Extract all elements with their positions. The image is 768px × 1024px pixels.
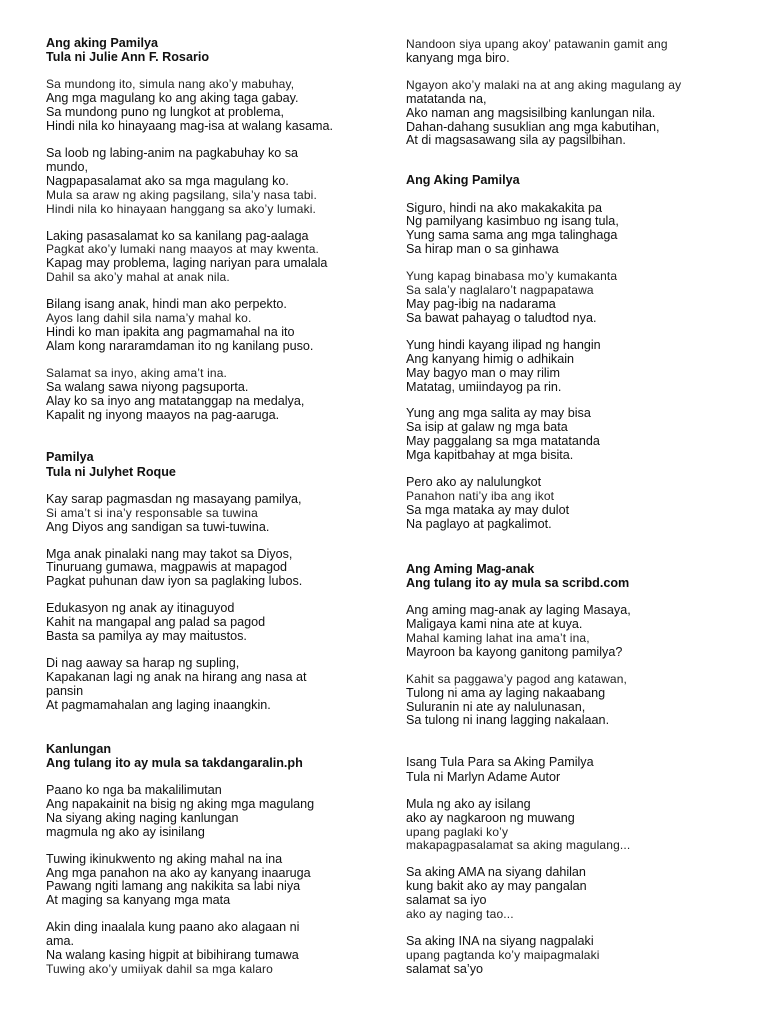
- poem-line: upang pagtanda ko’y maipagmalaki: [406, 947, 600, 962]
- stanza: [46, 784, 372, 840]
- poem-line: Ako naman ang magsisilbing kanlungan nila.: [406, 105, 656, 120]
- poem-line: Paano ko nga ba makalilimutan: [46, 783, 222, 798]
- poem-line: salamat sa’yo: [406, 961, 483, 976]
- poem-line: Mula sa araw ng aking pagsilang, sila’y nasa tabi.: [46, 187, 317, 202]
- poem-line: Dahan-dahang susuklian ang mga kabutihan,: [406, 119, 660, 134]
- poem-line: Kapalit ng inyong maayos na pag-aaruga.: [46, 407, 280, 422]
- poem-2: [406, 173, 742, 531]
- poem-line: upang paglaki ko’y: [406, 824, 509, 839]
- poem-line: Ang mga magulang ko ang aking taga gabay.: [46, 91, 299, 106]
- poem-line: Tinuruang gumawa, magpawis at mapagod: [46, 560, 288, 575]
- stanza: [46, 548, 372, 590]
- poem-line: Mula ng ako ay isilang: [406, 796, 531, 811]
- poem-line: Mga kapitbahay at mga bisita.: [406, 448, 574, 463]
- poem-line: Alam kong nararamdaman ito ng kanilang puso.: [46, 338, 314, 353]
- poem-line: Alay ko sa inyo ang matatanggap na medalya,: [46, 393, 305, 408]
- poem-line: ama.: [46, 934, 74, 949]
- stanza: [46, 147, 372, 217]
- stanza: [406, 79, 742, 149]
- poem-line: Pawang ngiti lamang ang nakikita sa labi niya: [46, 879, 301, 894]
- poem-line: Mahal kaming lahat ina ama’t ina,: [406, 630, 590, 645]
- poem-line: kanyang mga biro.: [406, 50, 510, 65]
- poem-author: Ang tulang ito ay mula sa scribd.com: [406, 575, 630, 590]
- poem-line: ako ay naging tao...: [406, 907, 514, 922]
- poem-2: [46, 450, 372, 712]
- poem-author: Ang tulang ito ay mula sa takdangaralin.ph: [46, 755, 303, 770]
- poem-title: Ang aking Pamilya: [46, 36, 158, 50]
- stanza: [406, 866, 742, 922]
- poem-line: Ang aming mag-anak ay laging Masaya,: [406, 603, 631, 618]
- poem-line: Panahon nati’y iba ang ikot: [406, 488, 555, 503]
- poem-line: Maligaya kami nina ate at kuya.: [406, 616, 583, 631]
- poem-line: At di magsasawang sila ay pagsilbihan.: [406, 133, 626, 148]
- stanza: [46, 367, 372, 423]
- poem-line: Ang mga panahon na ako ay kanyang inaaruga: [46, 865, 311, 880]
- poem-line: At maging sa kanyang mga mata: [46, 893, 231, 908]
- stanza: [406, 270, 742, 326]
- poem-line: Kapag may problema, laging nariyan para umalala: [46, 256, 328, 271]
- poem-line: Dahil sa ako’y mahal at anak nila.: [46, 270, 230, 285]
- poem-line: Sa hirap man o sa ginhawa: [406, 242, 559, 257]
- stanza: [406, 604, 742, 660]
- poem-1: [46, 36, 372, 422]
- stanza: [406, 798, 742, 854]
- poem-author: Tula ni Marlyn Adame Autor: [406, 769, 561, 784]
- poem-line: matatanda na,: [406, 91, 487, 106]
- poem-line: Sa tulong ni inang lagging nakalaan.: [406, 713, 610, 728]
- left-column: [46, 36, 372, 977]
- stanza: [46, 853, 372, 909]
- right-column: [406, 38, 742, 977]
- poem-line: Kahit sa paggawa’y pagod ang katawan,: [406, 671, 628, 686]
- poem-line: Sa walang sawa niyong pagsuporta.: [46, 379, 249, 394]
- poem-line: Sa aking AMA na siyang dahilan: [406, 865, 586, 880]
- poem-line: Yung ang mga salita ay may bisa: [406, 406, 591, 421]
- poem-line: Hindi ko man ipakita ang pagmamahal na ito: [46, 325, 295, 339]
- poem-line: Tulong ni ama ay laging nakaabang: [406, 685, 606, 700]
- poem-line: salamat sa iyo: [406, 893, 487, 908]
- poem-line: May paggalang sa mga matatanda: [406, 434, 600, 449]
- stanza: [46, 78, 372, 134]
- poem-3: [406, 562, 742, 729]
- poem-line: Siguro, hindi na ako makakakita pa: [406, 200, 603, 215]
- poem-line: Sa bawat pahayag o taludtod nya.: [406, 310, 597, 325]
- poem-line: Kahit na mangapal ang palad sa pagod: [46, 615, 266, 630]
- poem-line: Sa loob ng labing-anim na pagkabuhay ko sa: [46, 146, 299, 161]
- stanza: [406, 476, 742, 532]
- stanza: [406, 935, 742, 977]
- poem-line: makapagpasalamat sa aking magulang...: [406, 838, 631, 853]
- poem-author: Tula ni Julyhet Roque: [46, 464, 176, 479]
- poem-line: At pagmamahalan ang laging inaangkin.: [46, 697, 271, 712]
- poem-line: Mga anak pinalaki nang may takot sa Diyos,: [46, 546, 293, 561]
- poem-line: Yung kapag binabasa mo’y kumakanta: [406, 269, 618, 284]
- poem-line: Ang Diyos ang sandigan sa tuwi-tuwina.: [46, 519, 270, 534]
- stanza: [406, 339, 742, 395]
- stanza: [46, 657, 372, 713]
- poem-line: Sa mundong ito, simula nang ako’y mabuhay,: [46, 77, 295, 92]
- poem-line: Ngayon ako’y malaki na at ang aking magulang ay: [406, 77, 682, 92]
- stanza: [46, 602, 372, 644]
- stanza: [406, 38, 742, 66]
- poem-line: Nagpapasalamat ako sa mga magulang ko.: [46, 173, 289, 188]
- poem-line: Bilang isang anak, hindi man ako perpekto.: [46, 297, 287, 312]
- poem-title: Ang Aming Mag-anak: [406, 561, 535, 576]
- poem-line: ako ay nagkaroon ng muwang: [406, 810, 575, 825]
- poem-line: Hindi nila ko hinayaan hanggang sa ako’y lumaki.: [46, 201, 317, 216]
- poem-line: Basta sa pamilya ay may maitustos.: [46, 629, 247, 644]
- poem-title: Isang Tula Para sa Aking Pamilya: [406, 755, 594, 770]
- poem-line: Na siyang aking naging kanlungan: [46, 810, 239, 825]
- poem-line: kung bakit ako ay may pangalan: [406, 879, 587, 894]
- poem-title: Ang Aking Pamilya: [406, 173, 520, 188]
- poem-line: Kay sarap pagmasdan ng masayang pamilya,: [46, 491, 302, 506]
- stanza: [46, 493, 372, 535]
- poem-line: Pagkat ako’y lumaki nang maayos at may kwenta.: [46, 242, 320, 257]
- poem-line: Ang kanyang himig o adhikain: [406, 351, 575, 366]
- poem-line: Laking pasasalamat ko sa kanilang pag-aalaga: [46, 228, 309, 243]
- stanza: [406, 202, 742, 258]
- poem-line: Yung sama sama ang mga talinghaga: [406, 228, 618, 243]
- poem-line: Yung hindi kayang ilipad ng hangin: [406, 337, 601, 352]
- poem-author: Tula ni Julie Ann F. Rosario: [46, 50, 210, 65]
- poem-line: Di nag aaway sa harap ng supling,: [46, 656, 240, 670]
- poem-line: Akin ding inaalala kung paano ako alagaan ni: [46, 920, 300, 935]
- poem-line: Kapakanan lagi ng anak na hirang ang nasa at: [46, 669, 307, 684]
- poem-line: Pero ako ay nalulungkot: [406, 475, 542, 490]
- poem-line: Nandoon siya upang akoy’ patawanin gamit ang: [406, 37, 668, 51]
- poem-line: Pagkat puhunan daw iyon sa paglaking lubos.: [46, 574, 303, 589]
- poem-line: Salamat sa inyo, aking ama’t ina.: [46, 365, 228, 380]
- poem-1: [406, 38, 742, 148]
- poem-title: Pamilya: [46, 450, 94, 465]
- poem-line: Edukasyon ng anak ay itinaguyod: [46, 601, 235, 616]
- poem-line: Suluranin ni ate ay nalulunasan,: [406, 699, 586, 714]
- poem-line: Ayos lang dahil sila nama’y mahal ko.: [46, 311, 252, 326]
- stanza: [46, 921, 372, 977]
- poem-line: Tuwing ikinukwento ng aking mahal na ina: [46, 851, 283, 866]
- poem-line: Mayroon ba kayong ganitong pamilya?: [406, 644, 623, 659]
- poem-line: Na walang kasing higpit at bibihirang tumawa: [46, 948, 299, 963]
- poem-line: pansin: [46, 683, 84, 698]
- poem-line: May pag-ibig na nadarama: [406, 296, 556, 311]
- poem-3: [46, 742, 372, 977]
- stanza: [46, 298, 372, 354]
- poem-line: mundo,: [46, 159, 89, 174]
- stanza: [46, 230, 372, 286]
- poem-4: [406, 755, 742, 976]
- poem-line: Sa mundong puno ng lungkot at problema,: [46, 105, 285, 120]
- poem-line: May bagyo man o may rilim: [406, 365, 560, 380]
- stanza: [406, 407, 742, 463]
- poem-line: Sa isip at galaw ng mga bata: [406, 420, 568, 435]
- poem-line: Ng pamilyang kasimbuo ng isang tula,: [406, 214, 619, 229]
- poem-line: magmula ng ako ay isinilang: [46, 824, 205, 839]
- poem-line: Sa aking INA na siyang nagpalaki: [406, 933, 594, 948]
- poem-line: Tuwing ako’y umiiyak dahil sa mga kalaro: [46, 962, 273, 976]
- poem-line: Sa mga mataka ay may dulot: [406, 502, 570, 517]
- poem-line: Na paglayo at pagkalimot.: [406, 516, 552, 531]
- poem-line: Ang napakainit na bisig ng aking mga magulang: [46, 796, 315, 811]
- stanza: [406, 673, 742, 729]
- poem-title: Kanlungan: [46, 741, 112, 756]
- poem-line: Si ama’t si ina’y responsable sa tuwina: [46, 505, 258, 520]
- poem-line: Matatag, umiindayog pa rin.: [406, 379, 562, 394]
- poem-line: Sa sala’y naglalaro’t nagpapatawa: [406, 283, 594, 298]
- poem-line: Hindi nila ko hinayaang mag-isa at walang kasama.: [46, 119, 334, 134]
